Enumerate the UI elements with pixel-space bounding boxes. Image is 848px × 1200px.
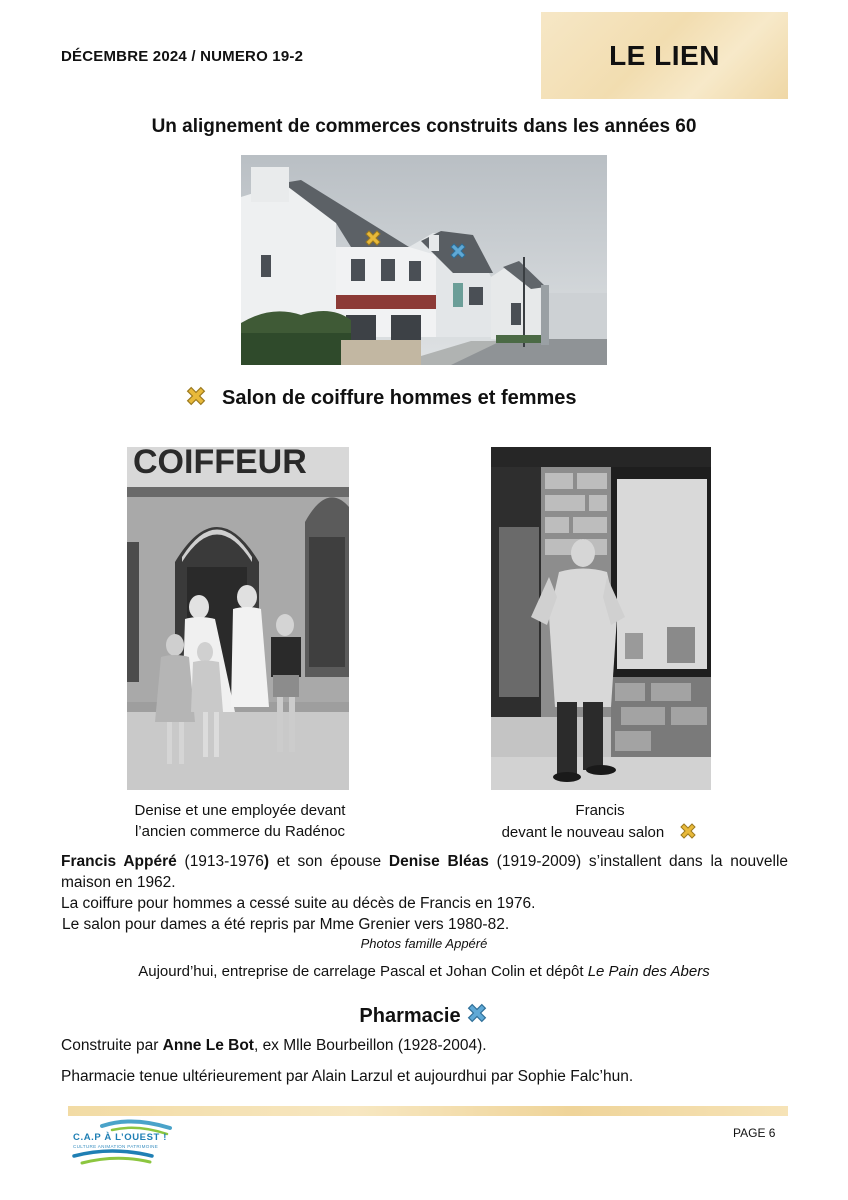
issue-date: DÉCEMBRE 2024 / NUMERO 19-2 [61,48,304,65]
caption-line [470,821,730,847]
pharmacie-section-title [0,1001,848,1031]
paragraph-line [61,851,788,893]
paragraph-line: La coiffure pour hommes a cessé suite au décès de Francis en 1976. [61,895,536,912]
caption-francis [470,800,730,847]
pharmacie-title-text: Pharmacie [359,1005,461,1027]
body-text: et son épouse [269,853,389,870]
salon-section-title [184,384,577,414]
logo-subtitle: CULTURE ANIMATION PATRIMOINE [73,1144,159,1149]
logo-name: C.A.P À L’OUEST ! [73,1132,167,1143]
salon-marker-icon [363,228,383,253]
caption-line: l’ancien commerce du Radénoc [134,823,346,840]
page-number: PAGE 6 [733,1126,776,1140]
photo-credit: Photos famille Appéré [360,936,488,951]
today-note [0,963,848,980]
caption-text: devant le nouveau salon [501,824,665,841]
body-text: (1919-2009) s’installent dans la nouvelle maison en 1962. [61,853,789,891]
cap-a-louest-logo [72,1118,182,1170]
person-name: Francis Appéré [61,853,177,870]
old-shop-photo [127,447,349,790]
masthead-banner [541,12,788,99]
caption-line: Francis [575,802,625,819]
pharmacie-line-2: Pharmacie tenue ultérieurement par Alain Larzul et aujourdhui par Sophie Falc’hun. [61,1068,634,1085]
salon-marker-icon [184,384,208,414]
francis-photo [491,447,711,790]
paren-text: ) [263,853,269,870]
caption-old-shop [85,800,395,842]
page-headline: Un alignement de commerces construits dans les années 60 [151,116,697,137]
body-text: Construite par [61,1037,163,1054]
dates-text: (1913-1976 [176,853,264,870]
pharmacie-line-1 [61,1037,487,1055]
footer-divider [68,1106,788,1116]
pharmacie-marker-icon [448,241,468,266]
masthead-title: LE LIEN [609,40,720,71]
body-text: , ex Mlle Bourbeillon (1928-2004). [253,1037,487,1054]
caption-line: Denise et une employée devant [134,802,346,819]
person-name: Denise Bléas [388,853,489,870]
street-photo [241,155,607,365]
salon-paragraph [61,851,788,935]
today-text: Aujourd’hui, entreprise de carrelage Pascal et Johan Colin et dépôt [138,963,588,980]
shop-sign-text: COIFFEUR [133,447,307,481]
pharmacie-marker-icon [465,1001,489,1031]
person-name: Anne Le Bot [162,1037,254,1054]
salon-marker-icon [678,821,698,847]
salon-title-text: Salon de coiffure hommes et femmes [222,387,577,409]
today-italic: Le Pain des Abers [587,963,710,980]
paragraph-line: Le salon pour dames a été repris par Mme Grenier vers 1980-82. [62,916,510,933]
